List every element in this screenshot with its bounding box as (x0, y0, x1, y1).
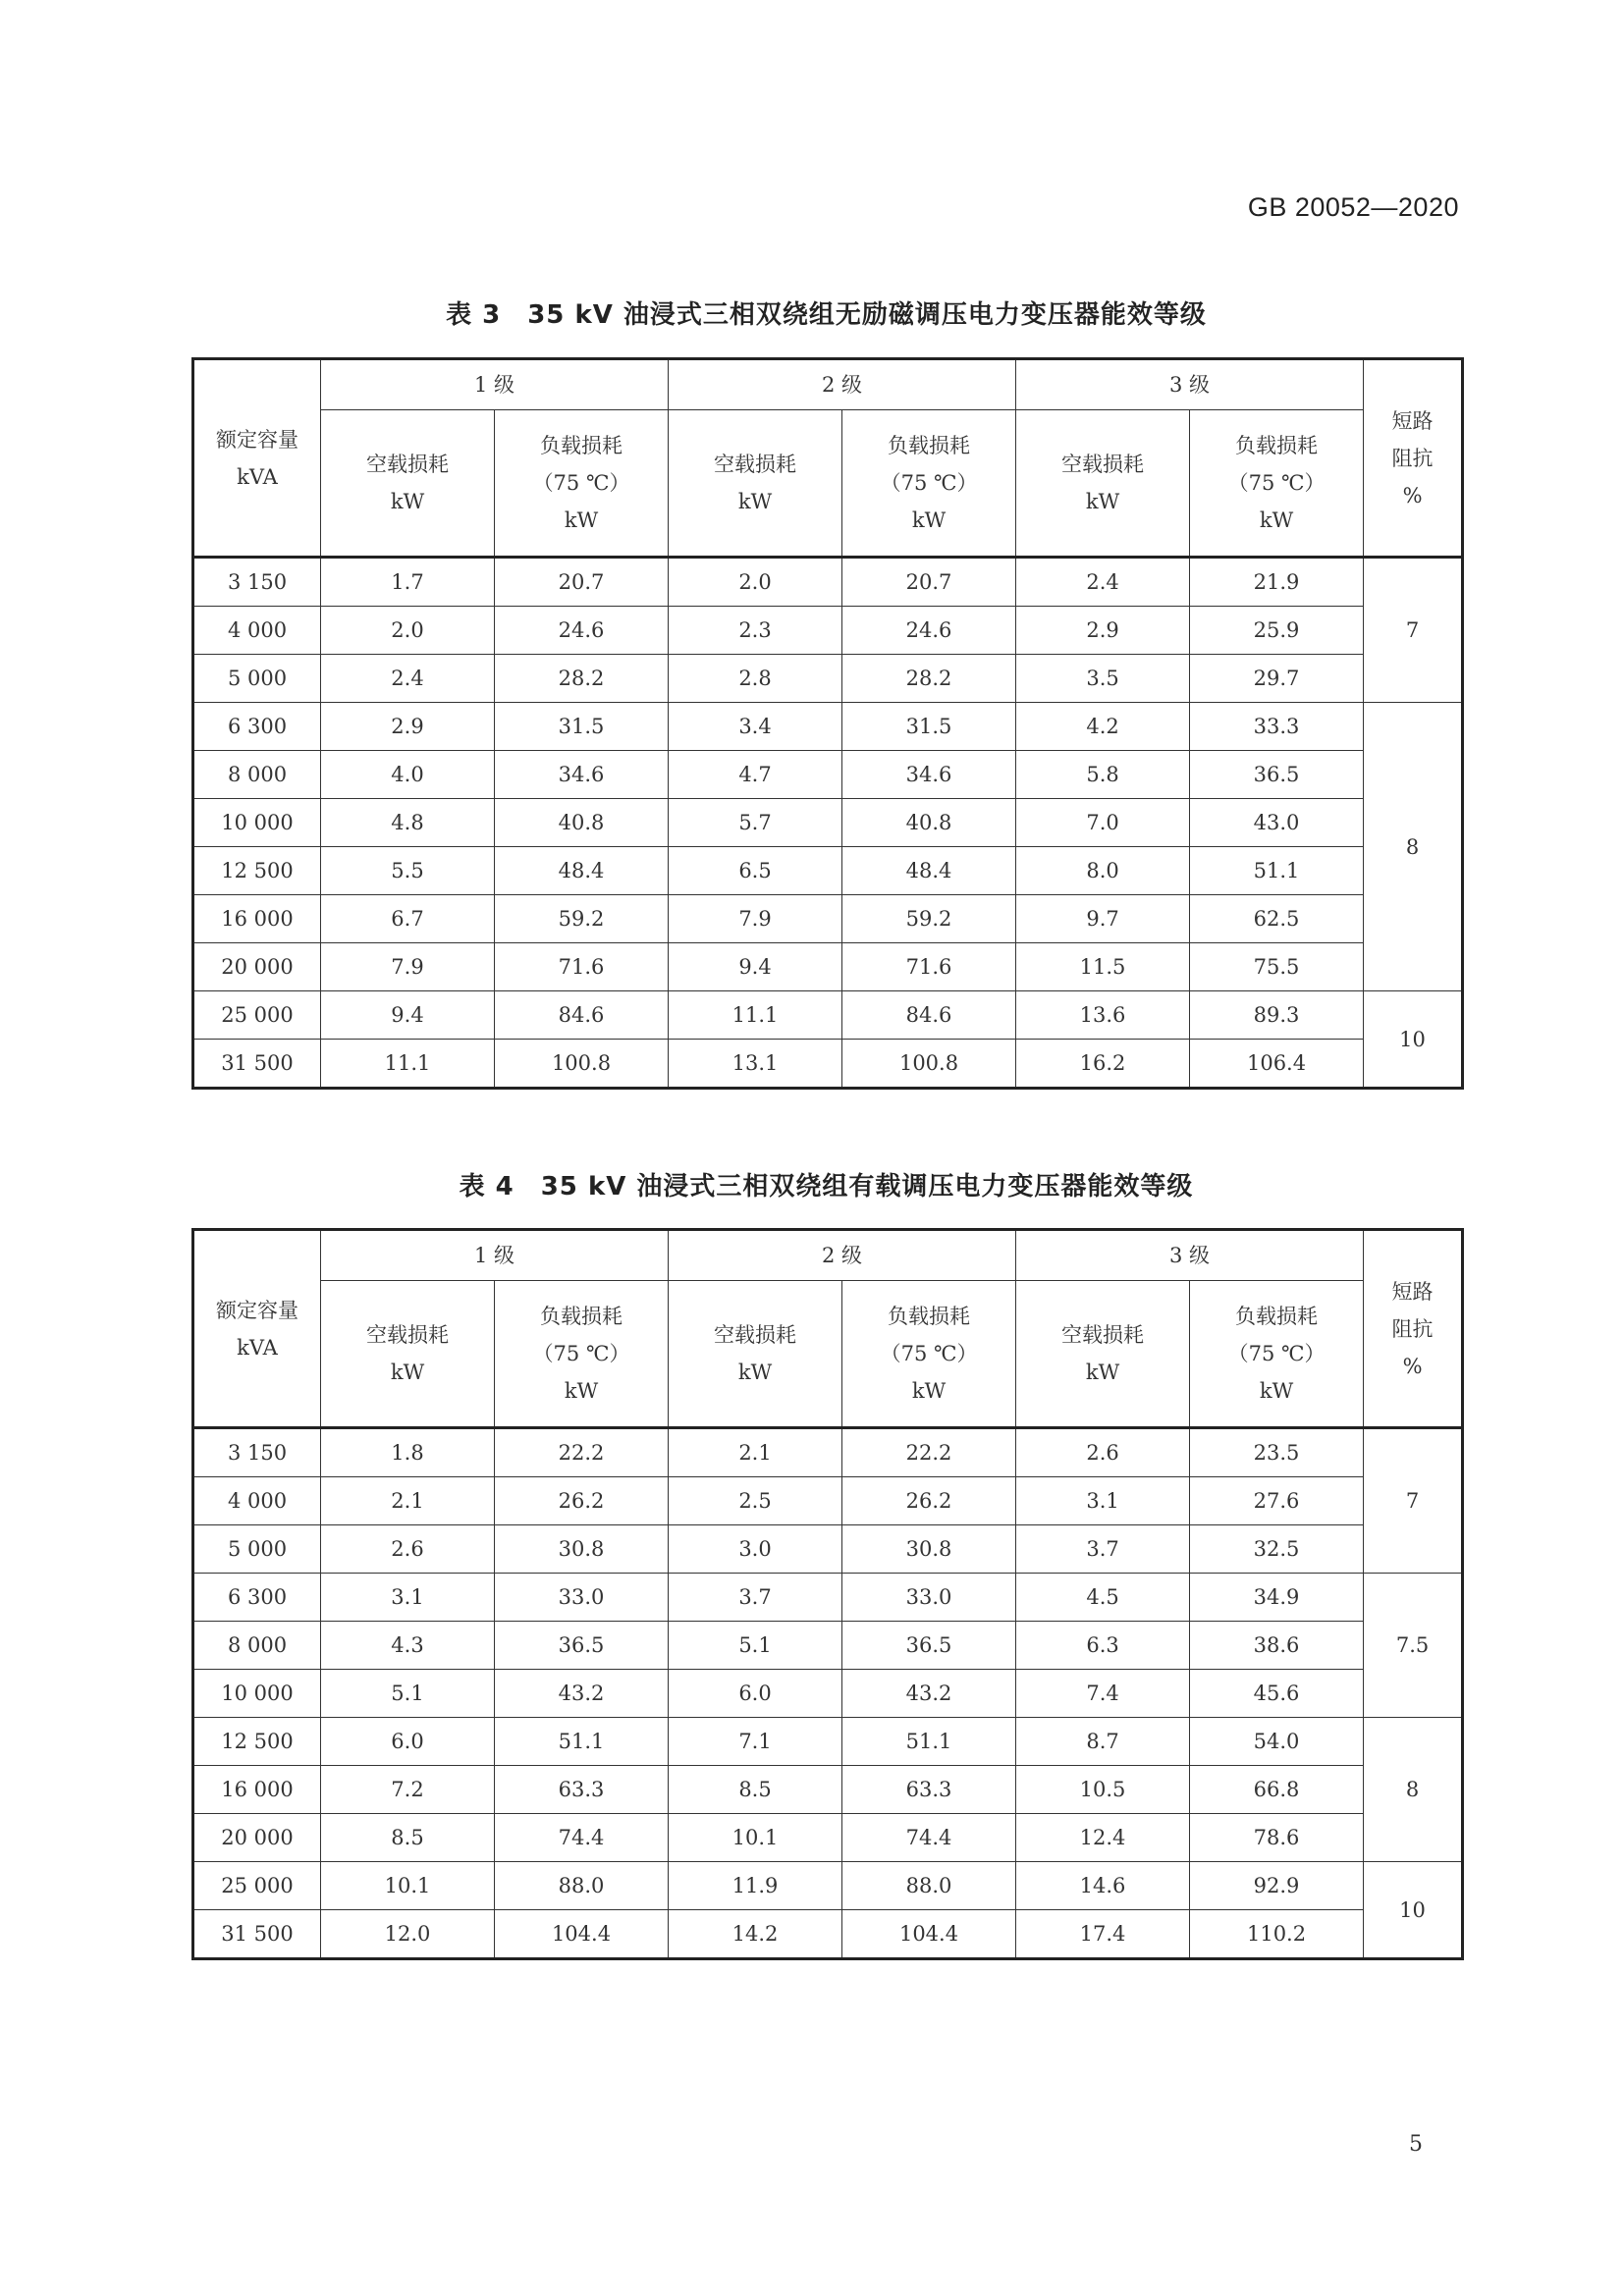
no-load-loss-header (669, 410, 842, 558)
no-load-loss-cell: 13.1 (669, 1040, 842, 1089)
header-row (193, 1230, 1463, 1281)
load-loss-cell: 78.6 (1190, 1814, 1364, 1862)
load-loss-cell: 43.0 (1190, 799, 1364, 847)
load-loss-cell: 74.4 (495, 1814, 669, 1862)
capacity-cell: 3 150 (193, 1428, 321, 1477)
no-load-loss-cell: 10.1 (669, 1814, 842, 1862)
capacity-header-line: kVA (237, 464, 278, 489)
no-load-loss-cell: 5.8 (1016, 751, 1190, 799)
load-loss-cell: 38.6 (1190, 1622, 1364, 1670)
load-loss-cell: 32.5 (1190, 1525, 1364, 1574)
load-loss-cell: 28.2 (842, 655, 1016, 703)
no-load-loss-cell: 3.5 (1016, 655, 1190, 703)
load-loss-cell: 36.5 (842, 1622, 1016, 1670)
impedance-header-line: 阻抗 (1391, 446, 1434, 470)
no-load-loss-cell: 2.5 (669, 1477, 842, 1525)
impedance-header-line: 短路 (1391, 1279, 1434, 1304)
impedance-cell: 10 (1364, 991, 1463, 1089)
capacity-cell: 5 000 (193, 1525, 321, 1574)
grade-2-header: 2 级 (669, 1230, 1016, 1281)
load-loss-cell: 106.4 (1190, 1040, 1364, 1089)
load-loss-cell: 63.3 (842, 1766, 1016, 1814)
load-loss-cell: 36.5 (1190, 751, 1364, 799)
load-loss-cell: 51.1 (495, 1718, 669, 1766)
load-loss-cell: 24.6 (495, 607, 669, 655)
capacity-cell: 31 500 (193, 1910, 321, 1959)
no-load-loss-cell: 4.0 (321, 751, 495, 799)
subheader-row (193, 410, 1463, 558)
no-load-loss-cell: 12.0 (321, 1910, 495, 1959)
load-loss-header-line: （75 ℃） (532, 1342, 630, 1365)
load-loss-cell: 22.2 (842, 1428, 1016, 1477)
no-load-loss-cell: 7.2 (321, 1766, 495, 1814)
capacity-header (193, 359, 321, 558)
capacity-header (193, 1230, 321, 1428)
load-loss-header-line: 负载损耗 (540, 1305, 623, 1328)
load-loss-cell: 63.3 (495, 1766, 669, 1814)
load-loss-cell: 88.0 (495, 1862, 669, 1910)
load-loss-header-line: （75 ℃） (1227, 1342, 1326, 1365)
load-loss-header-line: kW (911, 1379, 947, 1403)
load-loss-cell: 100.8 (842, 1040, 1016, 1089)
no-load-loss-cell: 3.0 (669, 1525, 842, 1574)
table-row (193, 847, 1463, 895)
load-loss-cell: 27.6 (1190, 1477, 1364, 1525)
load-loss-cell: 40.8 (495, 799, 669, 847)
no-load-loss-cell: 2.1 (321, 1477, 495, 1525)
load-loss-cell: 88.0 (842, 1862, 1016, 1910)
load-loss-cell: 33.0 (842, 1574, 1016, 1622)
no-load-loss-cell: 6.0 (669, 1670, 842, 1718)
capacity-header-line: 额定容量 (216, 1298, 298, 1322)
table-row (193, 1477, 1463, 1525)
no-load-loss-cell: 2.3 (669, 607, 842, 655)
impedance-header-line: 短路 (1391, 408, 1434, 433)
load-loss-header-line: kW (1259, 508, 1294, 532)
no-load-loss-cell: 4.8 (321, 799, 495, 847)
load-loss-cell: 74.4 (842, 1814, 1016, 1862)
no-load-loss-cell: 3.1 (321, 1574, 495, 1622)
load-loss-cell: 71.6 (842, 943, 1016, 991)
load-loss-header (842, 410, 1016, 558)
no-load-loss-cell: 3.7 (669, 1574, 842, 1622)
load-loss-header-line: 负载损耗 (1235, 1305, 1319, 1328)
no-load-loss-header-line: kW (737, 1361, 773, 1384)
load-loss-cell: 71.6 (495, 943, 669, 991)
capacity-cell: 4 000 (193, 1477, 321, 1525)
load-loss-cell: 51.1 (1190, 847, 1364, 895)
table-row (193, 751, 1463, 799)
page-number: 5 (1409, 2132, 1423, 2157)
impedance-header (1364, 1230, 1463, 1428)
no-load-loss-cell: 16.2 (1016, 1040, 1190, 1089)
load-loss-cell: 62.5 (1190, 895, 1364, 943)
load-loss-header (1190, 1281, 1364, 1428)
load-loss-cell: 21.9 (1190, 558, 1364, 607)
load-loss-header-line: kW (564, 1379, 599, 1403)
capacity-header-line: 额定容量 (216, 427, 298, 452)
load-loss-cell: 89.3 (1190, 991, 1364, 1040)
load-loss-cell: 34.6 (495, 751, 669, 799)
load-loss-cell: 30.8 (495, 1525, 669, 1574)
table-row (193, 1428, 1463, 1477)
capacity-cell: 3 150 (193, 558, 321, 607)
no-load-loss-cell: 7.9 (669, 895, 842, 943)
load-loss-cell: 24.6 (842, 607, 1016, 655)
capacity-cell: 25 000 (193, 1862, 321, 1910)
load-loss-cell: 48.4 (495, 847, 669, 895)
no-load-loss-cell: 2.8 (669, 655, 842, 703)
capacity-cell: 10 000 (193, 1670, 321, 1718)
table-row (193, 1766, 1463, 1814)
no-load-loss-header (669, 1281, 842, 1428)
no-load-loss-cell: 9.4 (321, 991, 495, 1040)
capacity-cell: 4 000 (193, 607, 321, 655)
table-row (193, 1910, 1463, 1959)
table-row (193, 703, 1463, 751)
table-row (193, 1814, 1463, 1862)
capacity-header-line: kVA (237, 1335, 278, 1360)
capacity-cell: 31 500 (193, 1040, 321, 1089)
table-row (193, 1525, 1463, 1574)
load-loss-header-line: 负载损耗 (888, 434, 971, 457)
table-row (193, 1040, 1463, 1089)
no-load-loss-cell: 6.0 (321, 1718, 495, 1766)
no-load-loss-cell: 12.4 (1016, 1814, 1190, 1862)
no-load-loss-cell: 2.9 (1016, 607, 1190, 655)
load-loss-header-line: kW (911, 508, 947, 532)
table-row (193, 607, 1463, 655)
no-load-loss-cell: 13.6 (1016, 991, 1190, 1040)
table-4-caption: 表 4 35 kV 油浸式三相双绕组有载调压电力变压器能效等级 (459, 1172, 1194, 1201)
no-load-loss-cell: 8.0 (1016, 847, 1190, 895)
load-loss-header-line: kW (1259, 1379, 1294, 1403)
no-load-loss-header-line: 空载损耗 (1061, 453, 1145, 476)
no-load-loss-cell: 3.4 (669, 703, 842, 751)
no-load-loss-header-line: 空载损耗 (714, 1323, 797, 1347)
load-loss-cell: 84.6 (842, 991, 1016, 1040)
impedance-header-line: 阻抗 (1391, 1316, 1434, 1341)
load-loss-cell: 54.0 (1190, 1718, 1364, 1766)
impedance-header-line: % (1402, 1354, 1423, 1378)
no-load-loss-header-line: kW (737, 490, 773, 513)
no-load-loss-cell: 1.8 (321, 1428, 495, 1477)
impedance-header-line: % (1402, 483, 1423, 507)
no-load-loss-header (321, 410, 495, 558)
no-load-loss-header-line: kW (1085, 490, 1120, 513)
capacity-cell: 8 000 (193, 751, 321, 799)
table-4 (191, 1228, 1464, 1960)
load-loss-cell: 29.7 (1190, 655, 1364, 703)
no-load-loss-cell: 5.7 (669, 799, 842, 847)
load-loss-cell: 34.9 (1190, 1574, 1364, 1622)
no-load-loss-cell: 4.2 (1016, 703, 1190, 751)
capacity-cell: 6 300 (193, 1574, 321, 1622)
table-row (193, 991, 1463, 1040)
load-loss-cell: 20.7 (842, 558, 1016, 607)
table-row (193, 1718, 1463, 1766)
load-loss-cell: 25.9 (1190, 607, 1364, 655)
no-load-loss-cell: 2.4 (321, 655, 495, 703)
no-load-loss-cell: 5.1 (669, 1622, 842, 1670)
no-load-loss-cell: 4.5 (1016, 1574, 1190, 1622)
capacity-cell: 6 300 (193, 703, 321, 751)
load-loss-cell: 75.5 (1190, 943, 1364, 991)
grade-3-header: 3 级 (1016, 359, 1364, 410)
capacity-cell: 12 500 (193, 1718, 321, 1766)
load-loss-cell: 92.9 (1190, 1862, 1364, 1910)
load-loss-cell: 30.8 (842, 1525, 1016, 1574)
load-loss-cell: 31.5 (842, 703, 1016, 751)
no-load-loss-cell: 9.7 (1016, 895, 1190, 943)
impedance-cell: 7.5 (1364, 1574, 1463, 1718)
no-load-loss-cell: 4.7 (669, 751, 842, 799)
load-loss-cell: 59.2 (842, 895, 1016, 943)
table-row (193, 1670, 1463, 1718)
grade-1-header: 1 级 (321, 1230, 669, 1281)
load-loss-header (495, 410, 669, 558)
table-row (193, 558, 1463, 607)
no-load-loss-cell: 8.7 (1016, 1718, 1190, 1766)
no-load-loss-cell: 3.1 (1016, 1477, 1190, 1525)
load-loss-cell: 104.4 (495, 1910, 669, 1959)
no-load-loss-cell: 14.6 (1016, 1862, 1190, 1910)
no-load-loss-cell: 8.5 (321, 1814, 495, 1862)
no-load-loss-cell: 7.1 (669, 1718, 842, 1766)
load-loss-header-line: 负载损耗 (540, 434, 623, 457)
no-load-loss-header-line: kW (390, 490, 425, 513)
no-load-loss-cell: 2.6 (321, 1525, 495, 1574)
load-loss-cell: 104.4 (842, 1910, 1016, 1959)
load-loss-cell: 66.8 (1190, 1766, 1364, 1814)
load-loss-cell: 43.2 (842, 1670, 1016, 1718)
load-loss-cell: 59.2 (495, 895, 669, 943)
capacity-cell: 8 000 (193, 1622, 321, 1670)
no-load-loss-cell: 3.7 (1016, 1525, 1190, 1574)
table-row (193, 1862, 1463, 1910)
no-load-loss-cell: 2.6 (1016, 1428, 1190, 1477)
capacity-cell: 25 000 (193, 991, 321, 1040)
no-load-loss-cell: 10.5 (1016, 1766, 1190, 1814)
no-load-loss-header-line: kW (1085, 1361, 1120, 1384)
load-loss-cell: 45.6 (1190, 1670, 1364, 1718)
load-loss-cell: 84.6 (495, 991, 669, 1040)
no-load-loss-cell: 6.5 (669, 847, 842, 895)
table-row (193, 799, 1463, 847)
load-loss-cell: 100.8 (495, 1040, 669, 1089)
no-load-loss-cell: 7.0 (1016, 799, 1190, 847)
table-row (193, 655, 1463, 703)
no-load-loss-cell: 1.7 (321, 558, 495, 607)
load-loss-cell: 23.5 (1190, 1428, 1364, 1477)
table-3 (191, 357, 1464, 1090)
load-loss-header-line: （75 ℃） (880, 471, 978, 495)
no-load-loss-cell: 11.9 (669, 1862, 842, 1910)
impedance-cell: 10 (1364, 1862, 1463, 1959)
load-loss-cell: 20.7 (495, 558, 669, 607)
capacity-cell: 12 500 (193, 847, 321, 895)
grade-1-header: 1 级 (321, 359, 669, 410)
standard-code: GB 20052—2020 (1247, 192, 1459, 222)
load-loss-cell: 48.4 (842, 847, 1016, 895)
impedance-cell: 8 (1364, 1718, 1463, 1862)
load-loss-header-line: （75 ℃） (880, 1342, 978, 1365)
no-load-loss-header-line: 空载损耗 (366, 1323, 449, 1347)
load-loss-header-line: （75 ℃） (1227, 471, 1326, 495)
no-load-loss-cell: 5.1 (321, 1670, 495, 1718)
capacity-cell: 5 000 (193, 655, 321, 703)
table-row (193, 1574, 1463, 1622)
no-load-loss-cell: 8.5 (669, 1766, 842, 1814)
impedance-header (1364, 359, 1463, 558)
load-loss-cell: 22.2 (495, 1428, 669, 1477)
no-load-loss-header-line: 空载损耗 (1061, 1323, 1145, 1347)
load-loss-cell: 33.0 (495, 1574, 669, 1622)
grade-3-header: 3 级 (1016, 1230, 1364, 1281)
no-load-loss-cell: 7.4 (1016, 1670, 1190, 1718)
no-load-loss-header-line: 空载损耗 (714, 453, 797, 476)
load-loss-cell: 51.1 (842, 1718, 1016, 1766)
load-loss-cell: 40.8 (842, 799, 1016, 847)
capacity-cell: 20 000 (193, 943, 321, 991)
no-load-loss-cell: 2.1 (669, 1428, 842, 1477)
no-load-loss-header (1016, 1281, 1190, 1428)
capacity-cell: 16 000 (193, 1766, 321, 1814)
no-load-loss-cell: 6.3 (1016, 1622, 1190, 1670)
table-row (193, 1622, 1463, 1670)
load-loss-cell: 26.2 (495, 1477, 669, 1525)
capacity-cell: 10 000 (193, 799, 321, 847)
no-load-loss-header (321, 1281, 495, 1428)
no-load-loss-cell: 11.1 (321, 1040, 495, 1089)
load-loss-header (842, 1281, 1016, 1428)
subheader-row (193, 1281, 1463, 1428)
no-load-loss-cell: 2.4 (1016, 558, 1190, 607)
no-load-loss-cell: 2.9 (321, 703, 495, 751)
load-loss-header-line: 负载损耗 (888, 1305, 971, 1328)
load-loss-cell: 34.6 (842, 751, 1016, 799)
no-load-loss-cell: 2.0 (669, 558, 842, 607)
no-load-loss-cell: 2.0 (321, 607, 495, 655)
no-load-loss-cell: 10.1 (321, 1862, 495, 1910)
load-loss-cell: 28.2 (495, 655, 669, 703)
no-load-loss-header-line: kW (390, 1361, 425, 1384)
no-load-loss-cell: 4.3 (321, 1622, 495, 1670)
impedance-cell: 7 (1364, 1428, 1463, 1574)
load-loss-cell: 110.2 (1190, 1910, 1364, 1959)
no-load-loss-cell: 6.7 (321, 895, 495, 943)
impedance-cell: 7 (1364, 558, 1463, 703)
load-loss-cell: 31.5 (495, 703, 669, 751)
no-load-loss-cell: 9.4 (669, 943, 842, 991)
no-load-loss-cell: 7.9 (321, 943, 495, 991)
table-3-caption: 表 3 35 kV 油浸式三相双绕组无励磁调压电力变压器能效等级 (446, 300, 1207, 330)
no-load-loss-cell: 11.5 (1016, 943, 1190, 991)
no-load-loss-cell: 11.1 (669, 991, 842, 1040)
no-load-loss-header (1016, 410, 1190, 558)
load-loss-header-line: 负载损耗 (1235, 434, 1319, 457)
header-row (193, 359, 1463, 410)
load-loss-header (495, 1281, 669, 1428)
load-loss-header (1190, 410, 1364, 558)
load-loss-cell: 26.2 (842, 1477, 1016, 1525)
load-loss-cell: 43.2 (495, 1670, 669, 1718)
load-loss-cell: 36.5 (495, 1622, 669, 1670)
no-load-loss-header-line: 空载损耗 (366, 453, 449, 476)
load-loss-header-line: （75 ℃） (532, 471, 630, 495)
grade-2-header: 2 级 (669, 359, 1016, 410)
table-row (193, 895, 1463, 943)
table-row (193, 943, 1463, 991)
impedance-cell: 8 (1364, 703, 1463, 991)
no-load-loss-cell: 14.2 (669, 1910, 842, 1959)
load-loss-header-line: kW (564, 508, 599, 532)
capacity-cell: 16 000 (193, 895, 321, 943)
load-loss-cell: 33.3 (1190, 703, 1364, 751)
no-load-loss-cell: 17.4 (1016, 1910, 1190, 1959)
capacity-cell: 20 000 (193, 1814, 321, 1862)
no-load-loss-cell: 5.5 (321, 847, 495, 895)
